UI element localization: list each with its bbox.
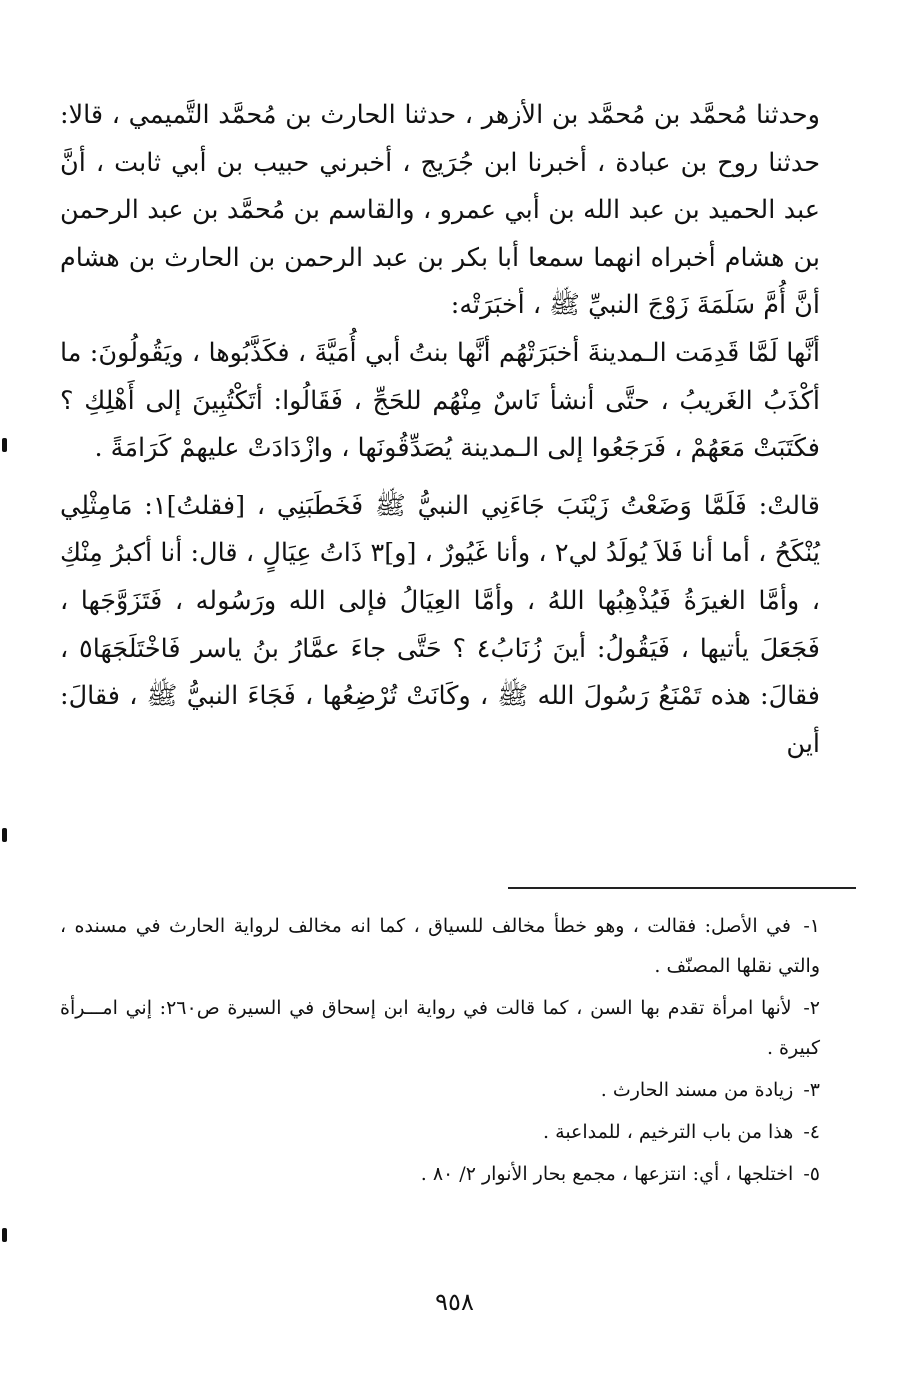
- footnote-text: في الأصل: فقالت ، وهو خطأ مخالف للسياق ، كما انه مخالف لرواية الحارث في مسنده ، والتي نقلها المصنّف .: [60, 915, 820, 977]
- footnote-number: ٢-: [803, 997, 820, 1019]
- footnote-item: [60, 1112, 820, 1152]
- footnote-text: اختلجها ، أي: انتزعها ، مجمع بحار الأنوار ٢/ ٨٠ .: [420, 1163, 794, 1185]
- narration-paragraph-2: قالتْ: فَلَمَّا وَضَعْتُ زَيْنَبَ جَاءَنِي النبيُّ ﷺ فَخَطَبَنِي ، [فقلتُ]١: مَامِثْلِي يُنْكَحُ ، أما أنا فَلاَ يُولَدُ لي٢ ، وأنا غَيُورٌ ، [و]٣ ذَاتُ عِيَالٍ ، قال: أنا أكبرُ مِنْكِ ، وأمَّا الغيرَةُ فَيُذْهِبُها اللهُ ، وأمَّا العِيَالُ فإلى الله ورَسُوله ، فَتَزَوَّجَها ، فَجَعَلَ يأتيها ، فَيَقُولُ: أينَ زُنَابُ٤ ؟ حَتَّى جاءَ عمَّارُ بنُ ياسر فَاخْتَلَجَهَا٥ ، فقالَ: هذه تَمْنَعُ رَسُولَ الله ﷺ ، وكَانَتْ تُرْضِعُها ، فَجَاءَ النبيُّ ﷺ ، فقالَ: أين: [60, 490, 820, 759]
- footnote-number: ٣-: [803, 1079, 820, 1101]
- footnote-number: ٤-: [803, 1121, 820, 1143]
- footnote-divider: [508, 887, 856, 889]
- footnote-item: [60, 988, 820, 1068]
- footnote-text: لأنها امرأة تقدم بها السن ، كما قالت في رواية ابن إسحاق في السيرة ص٢٦٠: إني امـــرأة كبيرة .: [60, 997, 820, 1059]
- footnote-number: ٥-: [803, 1163, 820, 1185]
- footnote-number: ١-: [803, 915, 820, 937]
- main-text: [60, 92, 820, 768]
- scan-margin-mark: [2, 438, 7, 452]
- page-number: ٩٥٨: [435, 1288, 474, 1316]
- footnote-text: هذا من باب الترخيم ، للمداعبة .: [543, 1121, 794, 1143]
- footnote-item: [60, 1154, 820, 1194]
- isnad-paragraph: وحدثنا مُحمَّد بن مُحمَّد بن الأزهر ، حدثنا الحارث بن مُحمَّد التَّميمي ، قالا: حدثنا روح بن عبادة ، أخبرنا ابن جُرَيج ، أخبرني حبيب بن أبي ثابت ، أنَّ عبد الحميد بن عبد الله بن أبي عمرو ، والقاسم بن مُحمَّد بن عبد الرحمن بن هشام أخبراه انهما سمعا أبا بكر بن عبد الرحمن بن الحارث بن هشام أنَّ أُمَّ سَلَمَةَ زَوْجَ النبيِّ ﷺ ، أخبَرَتْه:: [60, 100, 820, 321]
- footnote-text: زيادة من مسند الحارث .: [600, 1079, 794, 1101]
- scan-margin-mark: [2, 828, 7, 842]
- footnotes: [60, 906, 820, 1196]
- narration-paragraph-1: أنَّها لَمَّا قَدِمَت الـمدينةَ أخبَرَتْهُم أنَّها بنتُ أبي أُمَيَّةَ ، فكَذَّبُوها ، ويَقُولُونَ: ما أكْذَبُ الغَريبُ ، حتَّى أنشأ نَاسٌ مِنْهُم للحَجِّ ، فَقَالُوا: أتَكْتُبِينَ إلى أَهْلِكِ ؟ فكَتَبَتْ مَعَهُمْ ، فَرَجَعُوا إلى الـمدينة يُصَدِّقُونَها ، وازْدَادَتْ عليهمْ كَرَامَةً .: [60, 337, 820, 464]
- scan-margin-mark: [2, 1228, 7, 1242]
- footnote-item: [60, 1070, 820, 1110]
- footnote-item: [60, 906, 820, 986]
